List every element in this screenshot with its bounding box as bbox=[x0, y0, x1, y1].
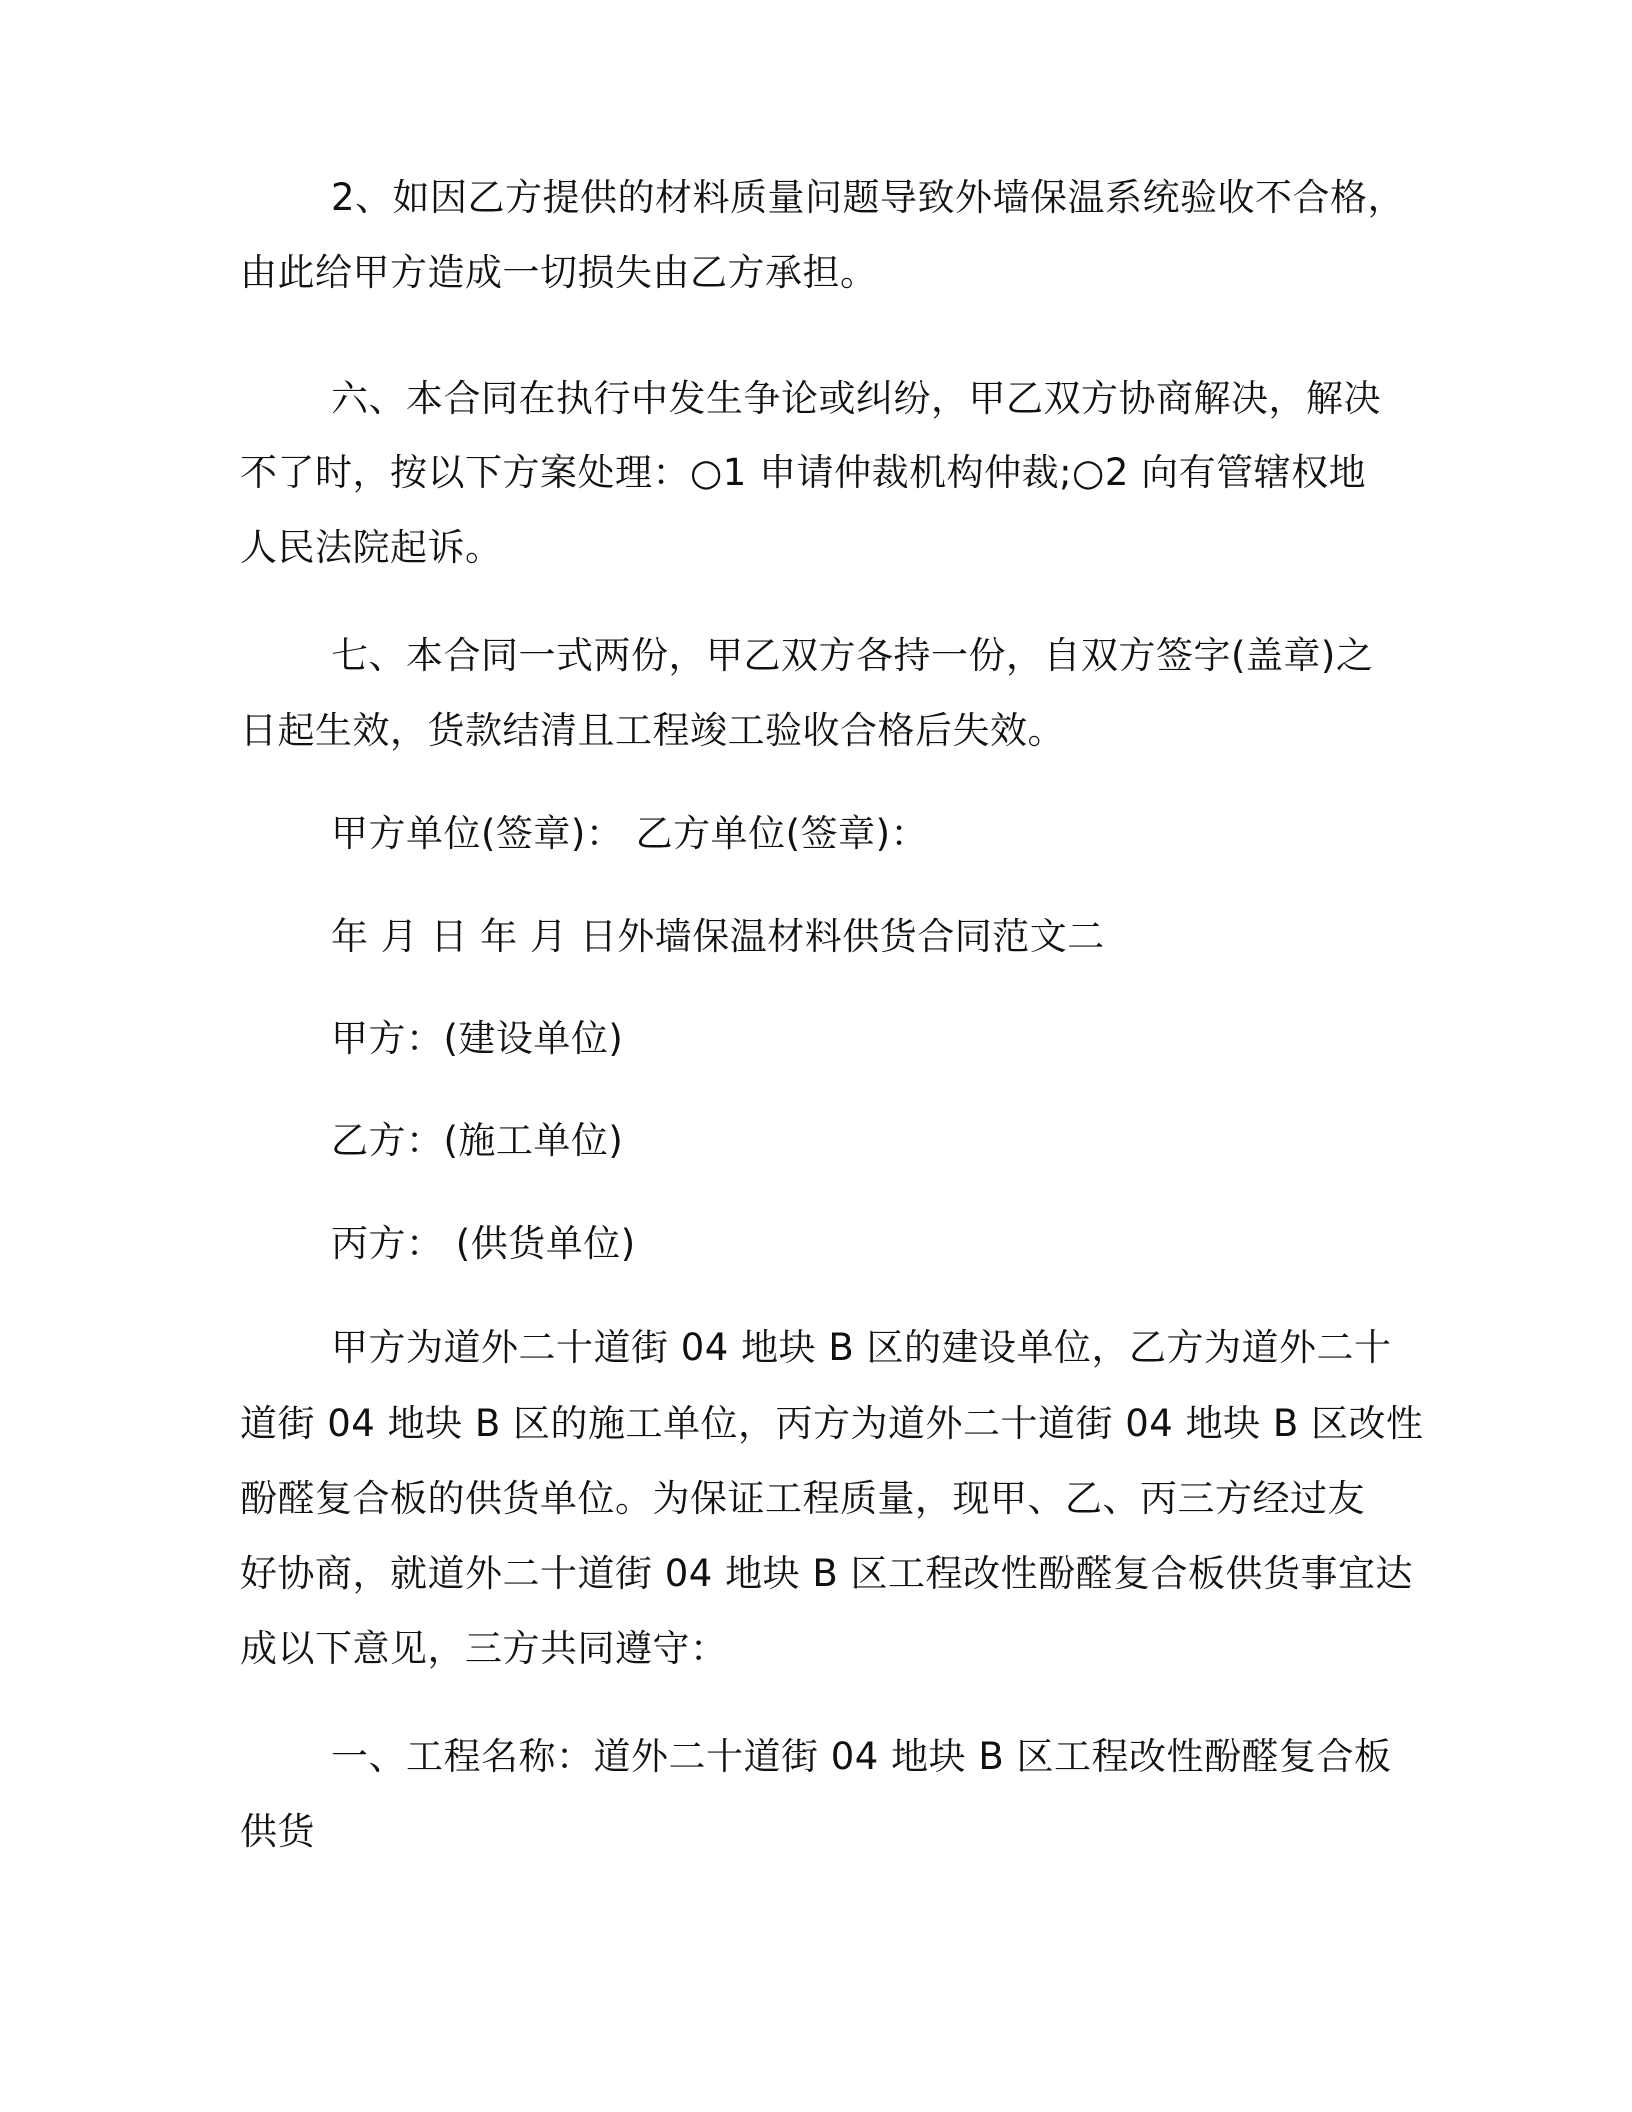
text-line: 七、本合同一式两份，甲乙双方各持一份，自双方签字(盖章)之 bbox=[331, 634, 1374, 677]
text-line: 由此给甲方造成一切损失由乙方承担。 bbox=[240, 251, 878, 294]
text-line: 成以下意见，三方共同遵守： bbox=[240, 1627, 728, 1670]
text-line: 一、工程名称：道外二十道街 04 地块 B 区工程改性酚醛复合板 bbox=[331, 1735, 1392, 1778]
text-line: 甲方为道外二十道街 04 地块 B 区的建设单位，乙方为道外二十 bbox=[331, 1326, 1392, 1369]
text-line: 2、如因乙方提供的材料质量问题导致外墙保温系统验收不合格， bbox=[331, 176, 1406, 219]
text-line: 道街 04 地块 B 区的施工单位，丙方为道外二十道街 04 地块 B 区改性 bbox=[240, 1402, 1424, 1445]
text-line: 六、本合同在执行中发生争论或纠纷，甲乙双方协商解决，解决 bbox=[331, 377, 1381, 420]
text-line: 供货 bbox=[240, 1810, 315, 1853]
text-line: 好协商，就道外二十道街 04 地块 B 区工程改性酚醛复合板供货事宜达 bbox=[240, 1552, 1414, 1595]
text-line: 人民法院起诉。 bbox=[240, 526, 503, 569]
text-line: 年 月 日 年 月 日外墙保温材料供货合同范文二 bbox=[331, 915, 1105, 958]
text-line: 甲方：(建设单位) bbox=[331, 1017, 624, 1060]
text-line: 不了时，按以下方案处理：○1 申请仲裁机构仲裁;○2 向有管辖权地 bbox=[240, 451, 1367, 494]
text-line: 酚醛复合板的供货单位。为保证工程质量，现甲、乙、丙三方经过友 bbox=[240, 1477, 1365, 1520]
text-line: 日起生效，货款结清且工程竣工验收合格后失效。 bbox=[240, 709, 1065, 752]
text-line: 丙方： (供货单位) bbox=[331, 1222, 636, 1265]
text-line: 甲方单位(签章)： 乙方单位(签章)： bbox=[331, 812, 929, 855]
text-line: 乙方：(施工单位) bbox=[331, 1119, 624, 1162]
